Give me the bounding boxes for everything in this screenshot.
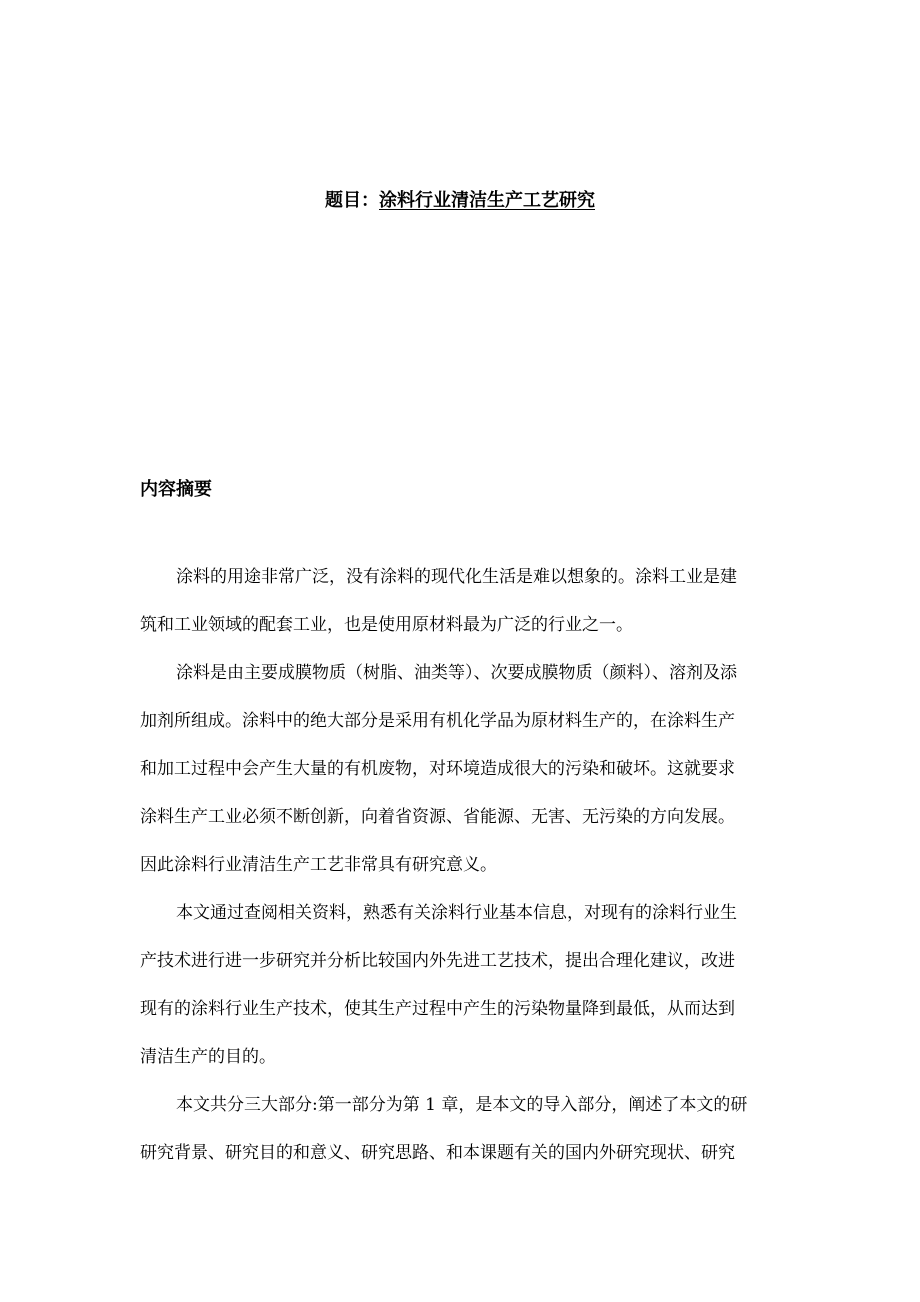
text-line: 筑和工业领域的配套工业，也是使用原材料最为广泛的行业之一。 [140, 615, 633, 635]
text-line: 研究背景、研究目的和意义、研究思路、和本课题有关的国内外研究现状、研究 [140, 1143, 735, 1163]
text-line: 和加工过程中会产生大量的有机废物，对环境造成很大的污染和破坏。这就要求 [140, 759, 735, 779]
title-label: 题目： [325, 190, 379, 211]
abstract-body [140, 553, 800, 1177]
text-line: 涂料生产工业必须不断创新，向着省资源、省能源、无害、无污染的方向发展。 [140, 807, 735, 827]
page-title [0, 188, 920, 214]
text-line: 因此涂料行业清洁生产工艺非常具有研究意义。 [140, 855, 497, 875]
paragraph [140, 649, 800, 889]
text-line: 加剂所组成。涂料中的绝大部分是采用有机化学品为原材料生产的，在涂料生产 [140, 711, 735, 731]
text-line: 本文通过查阅相关资料，熟悉有关涂料行业基本信息，对现有的涂料行业生 [176, 903, 737, 923]
section-heading-abstract: 内容摘要 [140, 479, 212, 500]
paragraph [140, 1081, 800, 1177]
text-line: 现有的涂料行业生产技术，使其生产过程中产生的污染物量降到最低，从而达到 [140, 999, 735, 1019]
text-line: 涂料的用途非常广泛，没有涂料的现代化生活是难以想象的。涂料工业是建 [176, 567, 737, 587]
paragraph [140, 889, 800, 1081]
paragraph [140, 553, 800, 649]
text-line: 产技术进行进一步研究并分析比较国内外先进工艺技术，提出合理化建议，改进 [140, 951, 735, 971]
text-line: 本文共分三大部分:第一部分为第 1 章，是本文的导入部分，阐述了本文的研 [176, 1095, 748, 1115]
title-value: 涂料行业清洁生产工艺研究 [379, 190, 595, 211]
text-line: 涂料是由主要成膜物质（树脂、油类等）、次要成膜物质（颜料）、溶剂及添 [176, 663, 737, 683]
text-line: 清洁生产的目的。 [140, 1047, 276, 1067]
